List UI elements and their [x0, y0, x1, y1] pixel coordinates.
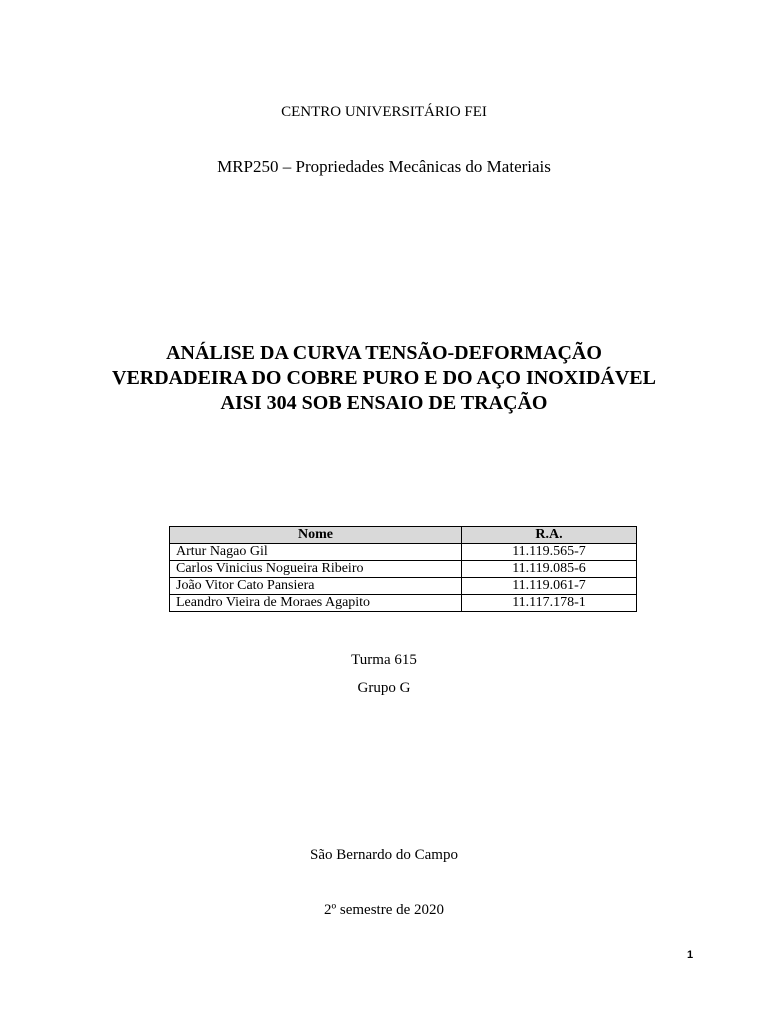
member-name: João Vitor Cato Pansiera: [170, 578, 462, 595]
page-number: 1: [686, 949, 694, 961]
members-table: [169, 526, 637, 612]
member-name: Carlos Vinicius Nogueira Ribeiro: [170, 561, 462, 578]
member-name: Artur Nagao Gil: [170, 544, 462, 561]
member-ra: 11.119.565-7: [462, 544, 637, 561]
member-ra: 11.119.085-6: [462, 561, 637, 578]
group-name: Grupo G: [357, 680, 411, 696]
title-line: AISI 304 SOB ENSAIO DE TRAÇÃO: [220, 392, 548, 414]
table-row: [170, 578, 637, 595]
title-line: VERDADEIRA DO COBRE PURO E DO AÇO INOXIDÁVEL: [112, 367, 656, 389]
institution-name: CENTRO UNIVERSITÁRIO FEI: [281, 104, 487, 120]
city-name: São Bernardo do Campo: [310, 847, 458, 863]
column-header-name: Nome: [170, 527, 462, 544]
course-name: MRP250 – Propriedades Mecânicas do Materiais: [217, 157, 551, 176]
table-header-row: [170, 527, 637, 544]
title-line: ANÁLISE DA CURVA TENSÃO-DEFORMAÇÃO: [166, 342, 602, 364]
column-header-ra: R.A.: [462, 527, 637, 544]
table-row: [170, 544, 637, 561]
member-name: Leandro Vieira de Moraes Agapito: [170, 595, 462, 612]
semester-date: 2º semestre de 2020: [323, 902, 445, 918]
class-number: Turma 615: [351, 652, 417, 668]
member-ra: 11.117.178-1: [462, 595, 637, 612]
table-row: [170, 561, 637, 578]
table-row: [170, 595, 637, 612]
document-title: [84, 341, 684, 416]
member-ra: 11.119.061-7: [462, 578, 637, 595]
